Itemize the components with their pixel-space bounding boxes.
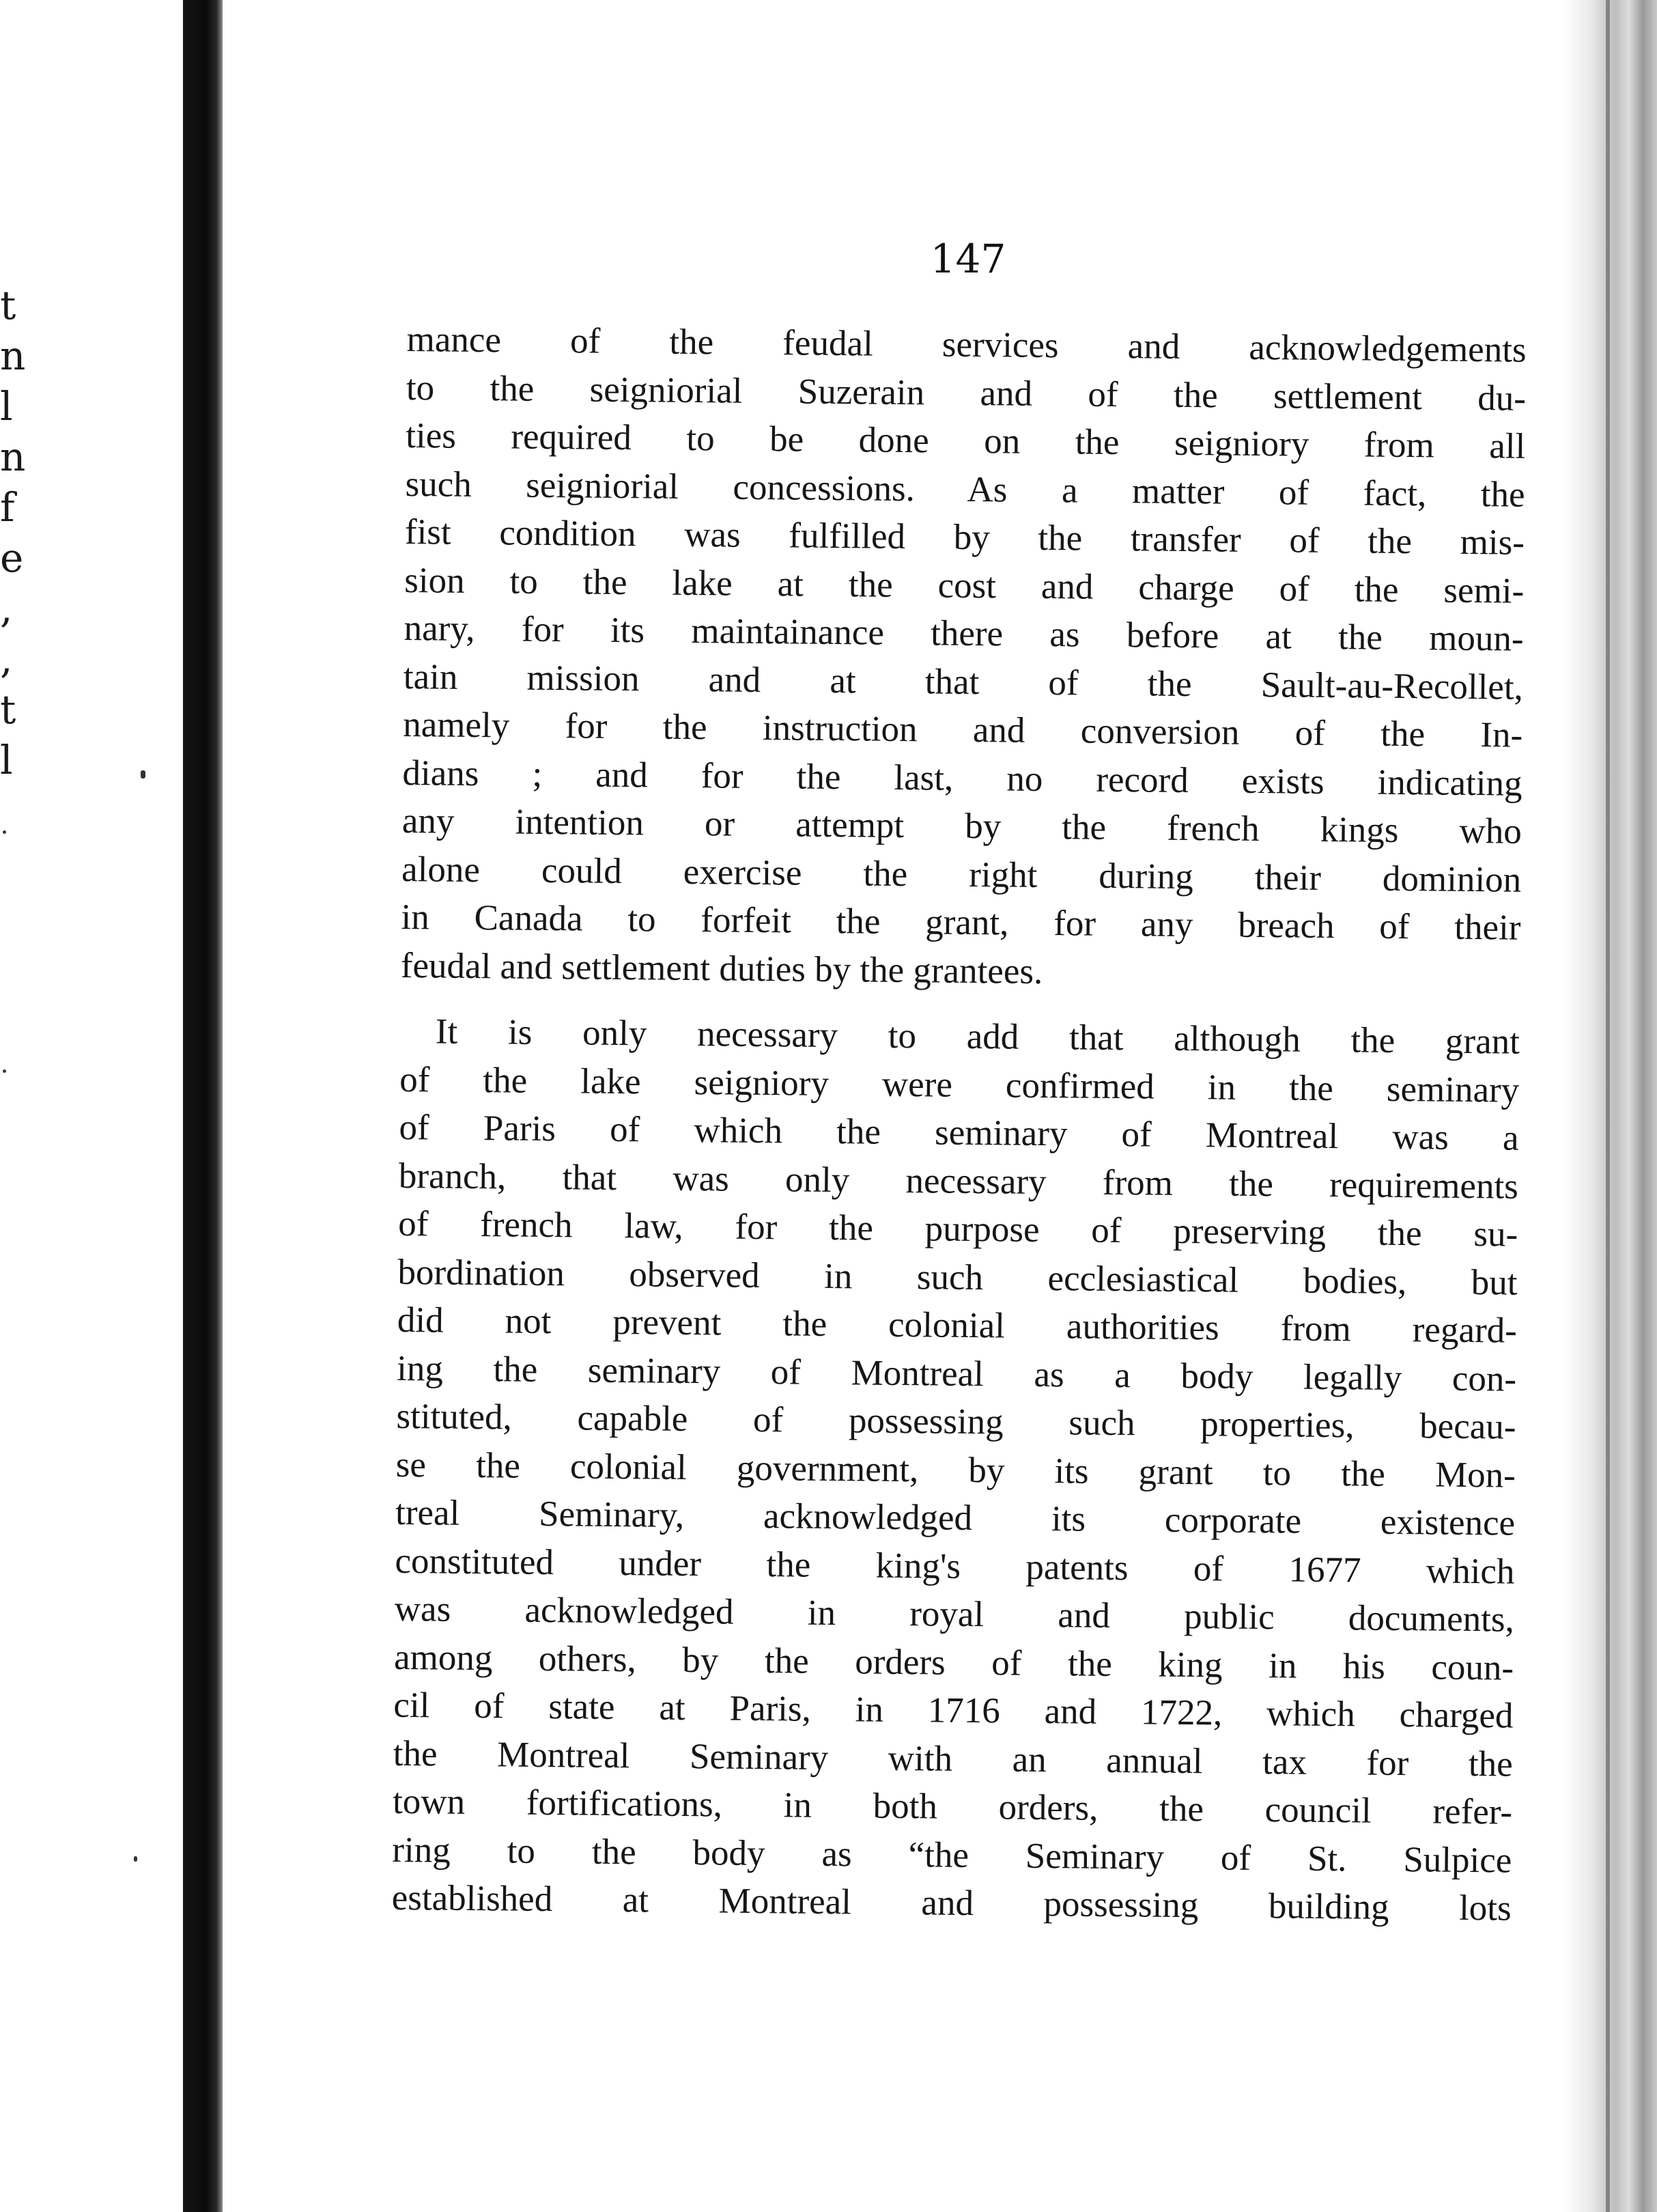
paragraph-1 bbox=[401, 316, 1527, 1000]
text-line: branch, that was only necessary from the requirements bbox=[398, 1156, 1519, 1207]
text-line: town fortifications, in both orders, the council refer- bbox=[392, 1781, 1513, 1832]
facing-page-edge-letters bbox=[0, 280, 26, 785]
text-line: treal Seminary, acknowledged its corporate existence bbox=[395, 1492, 1516, 1543]
text-line: such seigniorial concessions. As a matter of fact, the bbox=[405, 464, 1525, 515]
edge-letter: n bbox=[0, 333, 26, 379]
text-line: the Montreal Seminary with an annual tax for the bbox=[393, 1733, 1513, 1784]
edge-letter: e bbox=[0, 535, 24, 581]
text-line: alone could exercise the right during their dominion bbox=[401, 849, 1522, 900]
text-line: feudal and settlement duties by the grantees. bbox=[400, 945, 1043, 992]
page-text bbox=[391, 316, 1527, 1933]
ink-speck bbox=[3, 830, 6, 834]
text-line: among others, by the orders of the king in his coun- bbox=[393, 1637, 1514, 1688]
edge-letter: f bbox=[0, 484, 15, 531]
text-line: mance of the feudal services and acknowledgements bbox=[406, 319, 1527, 370]
edge-letter: t bbox=[0, 282, 16, 328]
text-line: stituted, capable of possessing such properties, becau- bbox=[396, 1396, 1516, 1447]
text-line: ties required to be done on the seigniory from all bbox=[406, 415, 1526, 466]
edge-letter: l bbox=[0, 737, 13, 783]
text-line: ring to the body as “the Seminary of St. Sulpice bbox=[392, 1830, 1512, 1881]
page-number: 147 bbox=[930, 236, 1006, 282]
edge-letter: l bbox=[0, 383, 13, 430]
edge-letter: , bbox=[0, 636, 13, 682]
text-line: ing the seminary of Montreal as a body legally con- bbox=[396, 1348, 1517, 1399]
text-line: It is only necessary to add that although the grant bbox=[435, 1011, 1520, 1062]
text-line: of Paris of which the seminary of Montreal was a bbox=[399, 1107, 1519, 1158]
facing-page-edge bbox=[0, 0, 183, 2212]
text-line: nary, for its maintainance there as before at the moun- bbox=[403, 608, 1524, 659]
ink-speck bbox=[3, 1069, 6, 1073]
text-line: any intention or attempt by the french kings who bbox=[401, 800, 1523, 852]
ink-speck bbox=[134, 1856, 137, 1862]
text-line: did not prevent the colonial authorities from regard- bbox=[397, 1300, 1518, 1351]
text-line: bordination observed in such ecclesiastical bodies, but bbox=[397, 1252, 1518, 1303]
text-line: namely for the instruction and conversion of the In- bbox=[402, 704, 1523, 755]
text-line: cil of state at Paris, in 1716 and 1722, which charged bbox=[393, 1685, 1514, 1736]
text-line: fist condition was fulfilled by the transfer of the mis- bbox=[404, 512, 1525, 563]
paragraph-2 bbox=[391, 1007, 1520, 1933]
text-line: dians ; and for the last, no record exists indicating bbox=[402, 753, 1523, 804]
edge-letter: , bbox=[0, 585, 13, 632]
text-line: tain mission and at that of the Sault-au-Recollet, bbox=[403, 656, 1524, 708]
text-line: in Canada to forfeit the grant, for any breach of their bbox=[401, 897, 1521, 948]
text-line: to the seigniorial Suzerain and of the settlement du- bbox=[406, 367, 1527, 419]
text-line: sion to the lake at the cost and charge of the semi- bbox=[404, 560, 1525, 611]
edge-letter: t bbox=[0, 686, 16, 733]
ink-speck bbox=[141, 770, 145, 779]
text-line: established at Montreal and possessing building lots bbox=[391, 1877, 1512, 1929]
text-line: was acknowledged in royal and public documents, bbox=[394, 1588, 1515, 1640]
text-line: constituted under the king's patents of 1677 which bbox=[395, 1541, 1515, 1592]
edge-letter: n bbox=[0, 434, 26, 480]
text-line: se the colonial government, by its grant to the Mon- bbox=[395, 1444, 1516, 1496]
book-gutter bbox=[183, 0, 223, 2212]
page-edge-right bbox=[1563, 0, 1657, 2212]
text-line: of french law, for the purpose of preserving the su- bbox=[397, 1203, 1518, 1255]
text-line: of the lake seigniory were confirmed in the seminary bbox=[399, 1059, 1520, 1110]
book-page bbox=[223, 0, 1563, 2212]
